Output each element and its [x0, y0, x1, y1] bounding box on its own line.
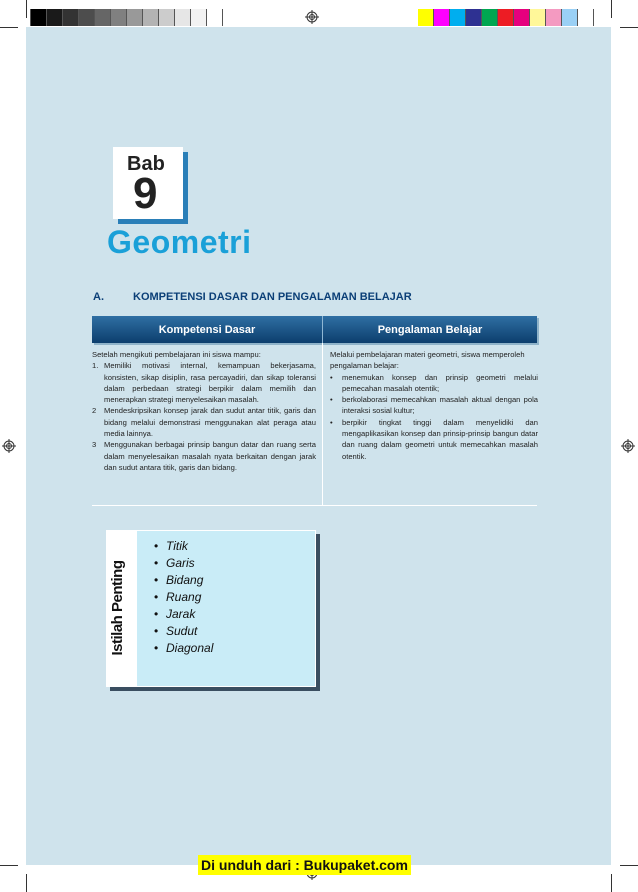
- section-heading-text: KOMPETENSI DASAR DAN PENGALAMAN BELAJAR: [133, 291, 412, 303]
- color-swatch: [482, 9, 498, 26]
- color-swatch: [450, 9, 466, 26]
- crop-mark: [611, 0, 612, 18]
- term-bullet: •: [154, 590, 159, 604]
- gray-swatch: [207, 9, 223, 26]
- crop-mark: [0, 865, 18, 866]
- term-text: Sudut: [166, 624, 198, 638]
- gray-swatch: [79, 9, 95, 26]
- pengalaman-item: [330, 417, 538, 462]
- item-text: berpikir tingkat tinggi dalam menyelidiki dan mengaplikasikan konsep dan prinsip-prinsip bangun datar dan ruang dalam geometri untuk memecahkan masalah otentik.: [342, 417, 538, 461]
- color-swatch: [514, 9, 530, 26]
- term-bullet: •: [154, 556, 159, 570]
- bullet-marker: •: [330, 417, 333, 427]
- crop-mark: [611, 874, 612, 892]
- pengalaman-intro: Melalui pembelajaran materi geometri, siswa memperoleh pengalaman belajar:: [330, 350, 525, 371]
- color-swatch: [498, 9, 514, 26]
- gray-swatch: [111, 9, 127, 26]
- gray-swatch: [95, 9, 111, 26]
- pengalaman-item: [330, 372, 538, 395]
- term-bullet: •: [154, 624, 159, 638]
- item-text: Menggunakan berbagai prinsip bangun datar dan ruang serta dalam menyelesaikan masalah nyata berkaitan dengan jarak dan sudut antara titik, garis dan bidang.: [104, 440, 316, 472]
- gray-swatch: [191, 9, 207, 26]
- item-text: menemukan konsep dan prinsip geometri melalui pemecahan masalah otentik;: [342, 372, 538, 393]
- gray-swatch: [63, 9, 79, 26]
- item-text: Memiliki motivasi internal, kemampuan bekerjasama, konsisten, sikap disiplin, rasa percayadiri, dan sikap toleransi dalam perbedaan strategi berpikir dalam memilih dan menerapkan strategi menyelesaikan masalah.: [104, 361, 316, 405]
- istilah-penting-box: [106, 530, 316, 687]
- crop-mark: [620, 865, 638, 866]
- key-term: [154, 623, 213, 640]
- column-divider: [322, 343, 323, 505]
- registration-mark-left: [2, 439, 16, 453]
- crop-mark: [0, 27, 18, 28]
- term-text: Ruang: [166, 590, 202, 604]
- crop-mark: [620, 27, 638, 28]
- term-bullet: •: [154, 539, 159, 553]
- bullet-marker: •: [330, 372, 333, 382]
- gray-swatch: [47, 9, 63, 26]
- chapter-title: Geometri: [107, 224, 252, 260]
- header-kompetensi-dasar: Kompetensi Dasar: [92, 316, 323, 343]
- grayscale-calibration-bar: [30, 9, 223, 26]
- color-swatch: [466, 9, 482, 26]
- color-calibration-bar: [418, 9, 594, 26]
- term-bullet: •: [154, 573, 159, 587]
- key-term: [154, 640, 213, 657]
- key-terms-list: [154, 538, 213, 657]
- istilah-penting-label: Istilah Penting: [109, 560, 126, 656]
- gray-swatch: [159, 9, 175, 26]
- key-term: [154, 572, 213, 589]
- term-text: Garis: [166, 556, 195, 570]
- term-text: Bidang: [166, 573, 204, 587]
- kompetensi-item: [92, 405, 316, 439]
- key-term: [154, 555, 213, 572]
- item-marker: 2: [92, 406, 97, 416]
- term-bullet: •: [154, 607, 159, 621]
- registration-mark-right: [621, 439, 635, 453]
- kompetensi-item: [92, 439, 316, 473]
- chapter-badge: [113, 147, 183, 219]
- crop-mark: [26, 874, 27, 892]
- book-page: [26, 27, 611, 865]
- chapter-number: 9: [133, 169, 158, 218]
- term-bullet: •: [154, 641, 159, 655]
- item-marker: 1.: [92, 361, 99, 371]
- gray-swatch: [127, 9, 143, 26]
- competency-table-header: [92, 316, 537, 343]
- table-bottom-rule: [92, 505, 537, 506]
- term-text: Diagonal: [166, 641, 214, 655]
- item-marker: 3: [92, 440, 97, 450]
- registration-mark-top: [305, 10, 319, 24]
- crop-mark: [26, 0, 27, 18]
- key-term: [154, 589, 213, 606]
- header-pengalaman-belajar: Pengalaman Belajar: [377, 323, 483, 336]
- color-swatch: [530, 9, 546, 26]
- kompetensi-intro: Setelah mengikuti pembelajaran ini siswa mampu:: [92, 350, 261, 359]
- color-swatch: [546, 9, 562, 26]
- color-swatch: [434, 9, 450, 26]
- pengalaman-belajar-column: [330, 349, 538, 462]
- key-term: [154, 606, 213, 623]
- color-swatch: [578, 9, 594, 26]
- gray-swatch: [175, 9, 191, 26]
- gray-swatch: [143, 9, 159, 26]
- section-heading: [93, 291, 412, 303]
- key-term: [154, 538, 213, 555]
- kompetensi-dasar-column: [92, 349, 316, 473]
- gray-swatch: [31, 9, 47, 26]
- color-swatch: [418, 9, 434, 26]
- item-text: Mendeskripsikan konsep jarak dan sudut antar titik, garis dan bidang melalui demonstrasi menggunakan alat peraga atau media lainnya.: [104, 406, 316, 439]
- kompetensi-item: [92, 360, 316, 405]
- term-text: Titik: [166, 539, 188, 553]
- download-source-banner: Di unduh dari : Bukupaket.com: [198, 855, 411, 875]
- istilah-penting-tab: [107, 531, 137, 686]
- chapter-label: Bab: [127, 153, 165, 175]
- color-swatch: [562, 9, 578, 26]
- term-text: Jarak: [166, 607, 196, 621]
- pengalaman-item: [330, 394, 538, 417]
- bullet-marker: •: [330, 395, 333, 405]
- section-letter: A.: [93, 291, 104, 303]
- item-text: berkolaborasi memecahkan masalah aktual dengan pola interaksi sosial kultur;: [342, 395, 538, 416]
